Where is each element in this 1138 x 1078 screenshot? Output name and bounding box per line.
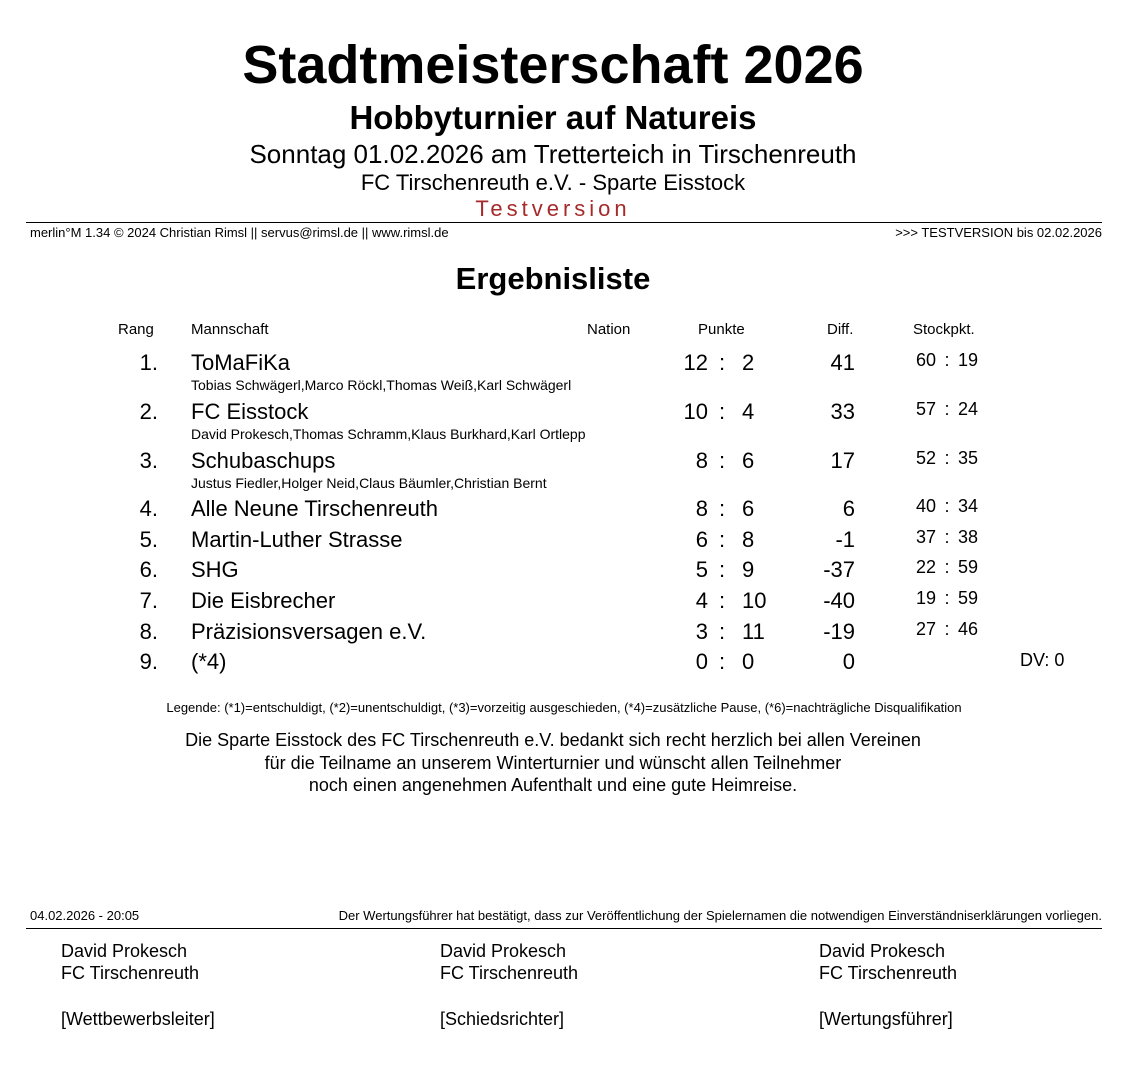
diff-cell: 33 <box>830 399 855 424</box>
rank-cell: 2. <box>139 399 158 424</box>
stock-lost: 46 <box>958 619 979 639</box>
test-version-label: Testversion <box>475 196 631 221</box>
points-won: 0 <box>695 649 708 674</box>
rank-cell: 1. <box>139 350 158 375</box>
stock-lost: 59 <box>958 557 979 577</box>
points-separator: : <box>718 350 726 375</box>
team-name: Martin-Luther Strasse <box>191 527 403 552</box>
stock-separator: : <box>944 399 950 419</box>
stock-won: 57 <box>915 399 936 419</box>
signature-club: FC Tirschenreuth <box>440 963 579 983</box>
points-separator: : <box>718 496 726 521</box>
signature-club: FC Tirschenreuth <box>61 963 200 983</box>
points-won: 5 <box>695 557 708 582</box>
points-won: 10 <box>683 399 708 424</box>
points-lost: 6 <box>742 496 755 521</box>
confirmation-note: Der Wertungsführer hat bestätigt, dass zur Veröffentlichung der Spielernamen die notwendigen Einverständniserklärungen vorliegen. <box>338 908 1102 923</box>
rank-cell: 5. <box>139 527 158 552</box>
stock-lost: 59 <box>958 588 979 608</box>
col-header-diff: Diff. <box>827 321 854 338</box>
rank-cell: 6. <box>139 557 158 582</box>
points-lost: 11 <box>742 619 765 644</box>
signature-block-scorer <box>819 940 957 1030</box>
signature-name: David Prokesch <box>440 941 567 961</box>
points-lost: 10 <box>742 588 767 613</box>
team-players: David Prokesch,Thomas Schramm,Klaus Burkhard,Karl Ortlepp <box>191 426 586 442</box>
stock-separator: : <box>944 619 950 639</box>
col-header-nation: Nation <box>587 321 631 338</box>
stock-lost: 24 <box>958 399 979 419</box>
team-name: (*4) <box>191 649 227 674</box>
thanks-line: Die Sparte Eisstock des FC Tirschenreuth e.V. bedankt sich recht herzlich bei allen Vereinen <box>185 730 921 750</box>
points-won: 12 <box>683 350 708 375</box>
signature-name: David Prokesch <box>61 941 188 961</box>
test-notice: >>> TESTVERSION bis 02.02.2026 <box>895 225 1102 240</box>
stock-lost: 38 <box>958 527 979 547</box>
col-header-points: Punkte <box>698 321 745 338</box>
rank-cell: 3. <box>139 448 158 473</box>
software-info: merlin°M 1.34 © 2024 Christian Rimsl || servus@rimsl.de || www.rimsl.de <box>30 225 449 240</box>
team-players: Tobias Schwägerl,Marco Röckl,Thomas Weiß,Karl Schwägerl <box>191 377 572 393</box>
rank-cell: 9. <box>139 649 158 674</box>
signature-block-competition-leader <box>61 940 215 1030</box>
team-players: Justus Fiedler,Holger Neid,Claus Bäumler,Christian Bernt <box>191 475 547 491</box>
col-header-rank: Rang <box>118 321 154 338</box>
signature-role: [Schiedsrichter] <box>440 1009 565 1029</box>
rank-cell: 4. <box>139 496 158 521</box>
points-lost: 2 <box>742 350 755 375</box>
event-date-line: Sonntag 01.02.2026 am Tretterteich in Tirschenreuth <box>249 139 857 169</box>
team-name: SHG <box>191 557 239 582</box>
points-lost: 9 <box>742 557 755 582</box>
stock-won: 37 <box>915 527 936 547</box>
diff-cell: -1 <box>835 527 855 552</box>
club-line: FC Tirschenreuth e.V. - Sparte Eisstock <box>360 170 746 195</box>
col-header-stock: Stockpkt. <box>913 321 975 338</box>
points-separator: : <box>718 557 726 582</box>
stock-separator: : <box>944 588 950 608</box>
signature-club: FC Tirschenreuth <box>819 963 958 983</box>
team-name: Präzisionsversagen e.V. <box>191 619 427 644</box>
rank-cell: 8. <box>139 619 158 644</box>
stock-won: 40 <box>915 496 936 516</box>
points-won: 8 <box>695 448 708 473</box>
points-won: 6 <box>695 527 708 552</box>
diff-cell: -40 <box>823 588 855 613</box>
signature-role: [Wettbewerbsleiter] <box>61 1009 215 1029</box>
dv-note: DV: 0 <box>1020 650 1065 670</box>
header-divider <box>26 222 1102 223</box>
timestamp: 04.02.2026 - 20:05 <box>30 908 140 923</box>
rank-cell: 7. <box>139 588 158 613</box>
stock-separator: : <box>944 448 950 468</box>
diff-cell: 41 <box>830 350 855 375</box>
diff-cell: -37 <box>823 557 855 582</box>
points-separator: : <box>718 588 726 613</box>
diff-cell: -19 <box>823 619 855 644</box>
signature-role: [Wertungsführer] <box>819 1009 953 1029</box>
team-name: Schubaschups <box>191 448 336 473</box>
signature-block-referee <box>440 940 578 1030</box>
stock-won: 22 <box>915 557 936 577</box>
stock-separator: : <box>944 557 950 577</box>
stock-lost: 19 <box>958 350 979 370</box>
points-separator: : <box>718 649 726 674</box>
team-name: Die Eisbrecher <box>191 588 336 613</box>
stock-won: 52 <box>915 448 936 468</box>
points-separator: : <box>718 448 726 473</box>
page-subtitle: Hobbyturnier auf Natureis <box>349 99 757 136</box>
thanks-line: noch einen angenehmen Aufenthalt und eine gute Heimreise. <box>308 775 798 795</box>
points-lost: 8 <box>742 527 755 552</box>
stock-lost: 34 <box>958 496 979 516</box>
points-lost: 0 <box>742 649 755 674</box>
legend: Legende: (*1)=entschuldigt, (*2)=unentschuldigt, (*3)=vorzeitig ausgeschieden, (*4)=zusätzliche Pause, (*6)=nachträgliche Disqualifikation <box>166 700 962 715</box>
team-name: ToMaFiKa <box>191 350 291 375</box>
team-name: FC Eisstock <box>191 399 309 424</box>
points-separator: : <box>718 527 726 552</box>
stock-separator: : <box>944 527 950 547</box>
stock-won: 60 <box>915 350 936 370</box>
footer-divider <box>26 928 1102 929</box>
list-title: Ergebnisliste <box>455 261 651 296</box>
points-separator: : <box>718 619 726 644</box>
diff-cell: 0 <box>842 649 855 674</box>
signature-name: David Prokesch <box>819 941 946 961</box>
points-separator: : <box>718 399 726 424</box>
stock-separator: : <box>944 350 950 370</box>
thanks-line: für die Teilname an unserem Winterturnier und wünscht allen Teilnehmer <box>264 752 842 773</box>
diff-cell: 6 <box>842 496 855 521</box>
points-won: 4 <box>695 588 708 613</box>
diff-cell: 17 <box>830 448 855 473</box>
col-header-team: Mannschaft <box>191 321 269 338</box>
team-name: Alle Neune Tirschenreuth <box>191 496 439 521</box>
stock-lost: 35 <box>958 448 979 468</box>
points-lost: 6 <box>742 448 755 473</box>
page-title: Stadtmeisterschaft 2026 <box>242 35 864 95</box>
thanks-message <box>0 729 1106 797</box>
points-lost: 4 <box>742 399 755 424</box>
stock-won: 19 <box>915 588 936 608</box>
points-won: 3 <box>695 619 708 644</box>
stock-separator: : <box>944 496 950 516</box>
stock-won: 27 <box>915 619 936 639</box>
points-won: 8 <box>695 496 708 521</box>
